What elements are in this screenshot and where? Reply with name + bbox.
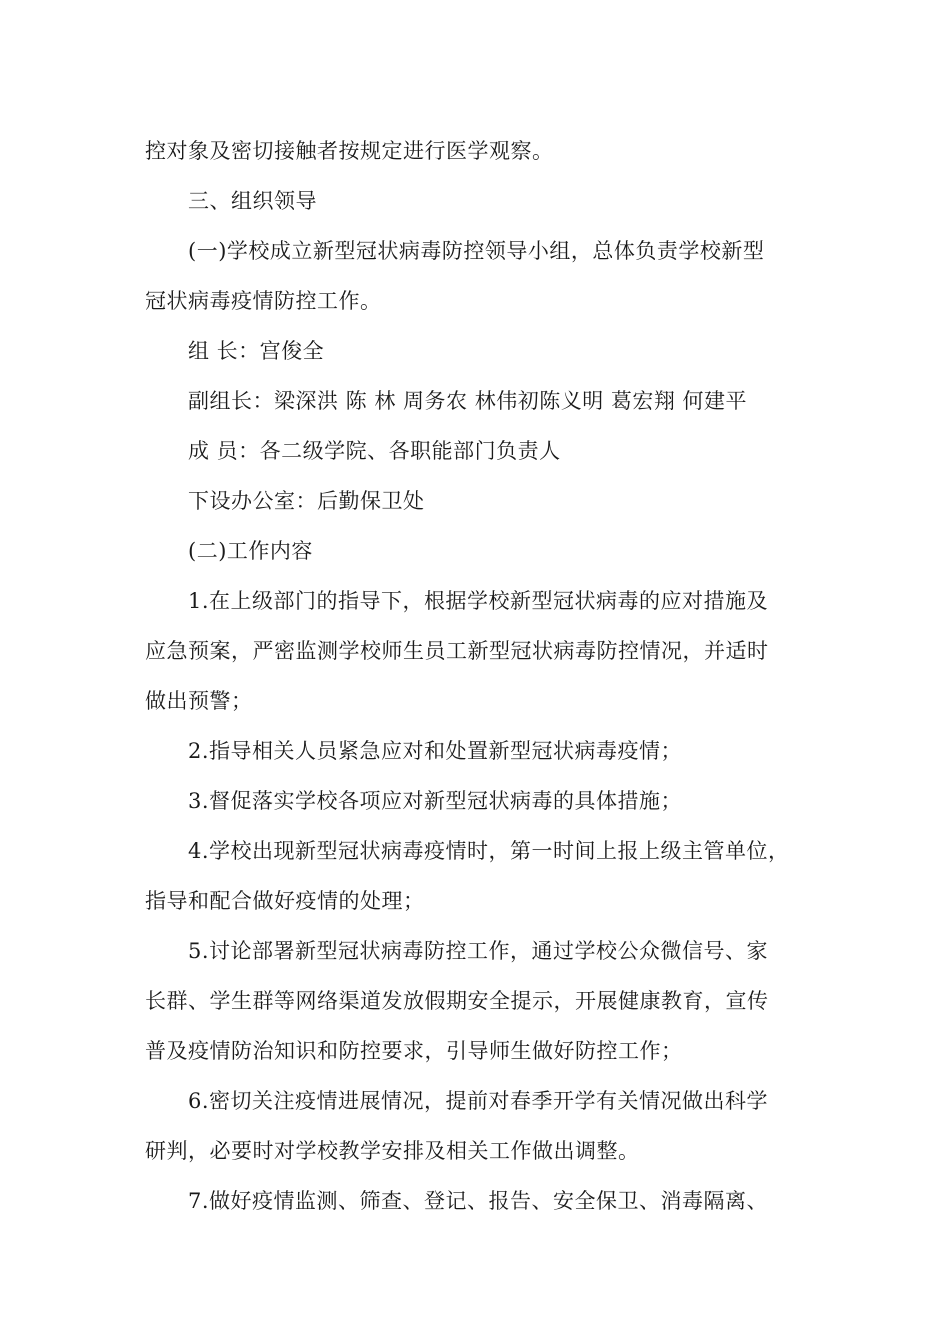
text-line: 研判，必要时对学校教学安排及相关工作做出调整。 <box>145 1139 640 1163</box>
text-line: 组 长：宫俊全 <box>188 339 325 363</box>
text-line: 做出预警； <box>145 689 253 713</box>
text-line: 下设办公室：后勤保卫处 <box>188 489 425 513</box>
text-line: 应急预案，严密监测学校师生员工新型冠状病毒防控情况，并适时 <box>145 639 769 663</box>
text-line: 普及疫情防治知识和防控要求，引导师生做好防控工作； <box>145 1039 683 1063</box>
text-line: (一)学校成立新型冠状病毒防控领导小组，总体负责学校新型 <box>188 239 765 263</box>
text-line: 2.指导相关人员紧急应对和处置新型冠状病毒疫情； <box>188 739 683 763</box>
text-line: 副组长：梁深洪 陈 林 周务农 林伟初陈义明 葛宏翔 何建平 <box>188 389 748 413</box>
text-line: 长群、学生群等网络渠道发放假期安全提示，开展健康教育，宣传 <box>145 989 769 1013</box>
text-line: 指导和配合做好疫情的处理； <box>145 889 425 913</box>
text-line: 3.督促落实学校各项应对新型冠状病毒的具体措施； <box>188 789 683 813</box>
text-line: 控对象及密切接触者按规定进行医学观察。 <box>145 139 554 163</box>
text-line: 6.密切关注疫情进展情况，提前对春季开学有关情况做出科学 <box>188 1089 769 1113</box>
text-line: 5.讨论部署新型冠状病毒防控工作，通过学校公众微信号、家 <box>188 939 769 963</box>
text-line: 4.学校出现新型冠状病毒疫情时，第一时间上报上级主管单位， <box>188 839 790 863</box>
text-line: 7.做好疫情监测、筛查、登记、报告、安全保卫、消毒隔离、 <box>188 1189 769 1213</box>
section-heading: 三、组织领导 <box>188 189 317 213</box>
text-line: 冠状病毒疫情防控工作。 <box>145 289 382 313</box>
text-line: 1.在上级部门的指导下，根据学校新型冠状病毒的应对措施及 <box>188 589 769 613</box>
text-line: 成 员：各二级学院、各职能部门负责人 <box>188 439 561 463</box>
section-heading: (二)工作内容 <box>188 539 313 563</box>
